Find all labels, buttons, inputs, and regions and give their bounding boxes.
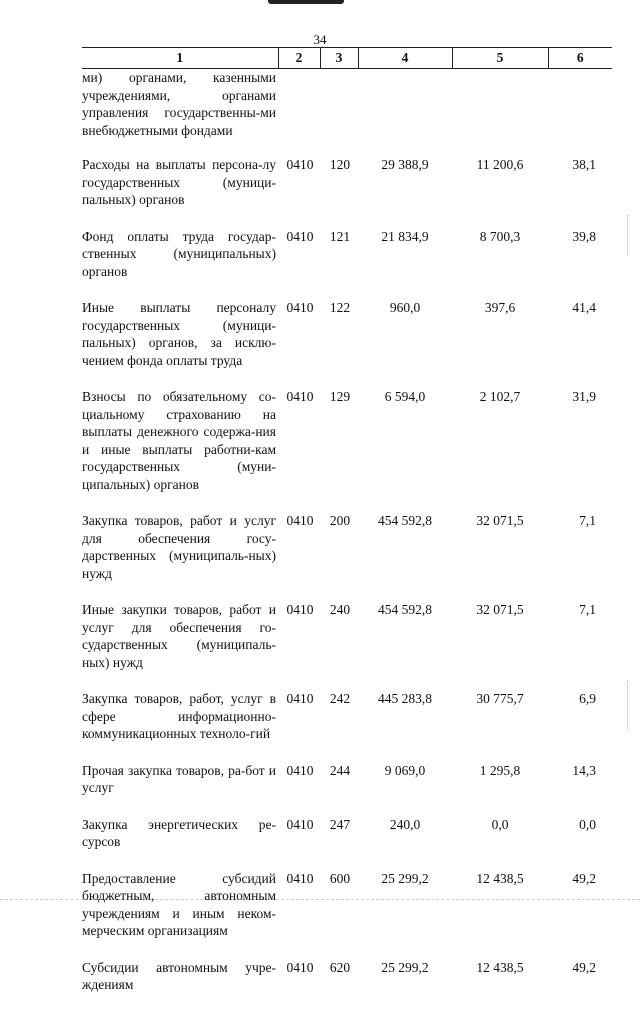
row-section-code: 0410 [286,602,314,617]
row-percent: 7,1 [579,602,596,617]
row-section-code: 0410 [286,157,314,172]
row-percent: 7,1 [579,513,596,528]
row-expense-kind-code: 244 [329,762,351,778]
row-name: Взносы по обязательному со-циальному страхованию на выплаты денежного содержа-ния и иные выплаты работни-кам государственных (муни-ципальных) органов [82,389,276,492]
table-row [82,601,612,690]
row-name: Прочая закупка товаров, ра-бот и услуг [82,762,276,795]
row-percent: 39,8 [572,228,596,244]
column-header: 1 [82,48,278,69]
row-plan-value: 454 592,8 [378,513,432,528]
row-fact-value: 32 071,5 [476,602,524,617]
row-percent: 38,1 [572,157,596,172]
row-expense-kind-code: 121 [329,228,351,244]
row-section-code: 0410 [286,959,314,975]
table-row [82,228,612,300]
row-percent: 49,2 [572,870,596,886]
row-fact-value: 1 295,8 [479,762,521,778]
row-fact-value: 0,0 [491,816,509,832]
table-row [82,299,612,388]
row-fact-value: 11 200,6 [476,157,524,172]
row-plan-value: 9 069,0 [384,762,426,778]
column-header: 3 [320,48,358,69]
row-name: ми) органами, казенными учреждениями, органами управления государственны-ми внебюджетными фондами [82,70,276,138]
row-expense-kind-code: 200 [329,513,351,528]
table-row [82,816,612,870]
row-expense-kind-code: 122 [329,300,351,315]
row-section-code: 0410 [286,389,314,404]
row-name: Иные выплаты персоналу государственных (муници-пальных) органов, за исклю-чением фонда оплаты труда [82,300,276,368]
row-fact-value: 30 775,7 [476,691,524,706]
table-row [82,156,612,228]
row-name: Иные закупки товаров, работ и услуг для обеспечения го-сударственных (муниципаль-ных) нужд [82,602,276,670]
row-section-code: 0410 [286,762,314,778]
row-percent: 6,9 [579,691,596,706]
row-plan-value: 25 299,2 [381,870,429,886]
column-header: 5 [452,48,548,69]
row-expense-kind-code: 600 [329,870,351,886]
table-row [82,959,612,1013]
row-section-code: 0410 [286,300,314,315]
row-section-code: 0410 [286,691,314,706]
row-plan-value: 21 834,9 [381,228,429,244]
row-percent: 41,4 [572,300,596,315]
row-expense-kind-code: 242 [329,691,351,706]
row-name: Фонд оплаты труда государ-ственных (муниципальных) органов [82,228,276,279]
row-section-code: 0410 [286,870,314,886]
row-fact-value: 2 102,7 [479,389,521,404]
table-row [82,870,612,959]
budget-table [82,47,612,1013]
row-expense-kind-code: 247 [329,816,351,832]
row-name: Закупка энергетических ре-сурсов [82,816,276,849]
row-plan-value: 454 592,8 [378,602,432,617]
row-plan-value: 25 299,2 [381,959,429,975]
row-name: Предоставление субсидий бюджетным, автономным учреждениям и иным неком-мерческим организациям [82,870,276,938]
scan-artifact [627,215,628,255]
row-section-code: 0410 [286,816,314,832]
table-header [82,48,612,69]
row-expense-kind-code: 240 [329,602,351,617]
scan-top-mark [268,0,344,4]
row-percent: 31,9 [572,389,596,404]
row-fact-value: 12 438,5 [476,870,524,886]
row-plan-value: 29 388,9 [381,157,429,172]
table-row-continuation [82,69,612,157]
row-percent: 0,0 [579,816,596,832]
column-header: 6 [548,48,612,69]
table-row [82,388,612,512]
page-number: 34 [313,32,327,47]
column-header: 2 [278,48,320,69]
row-name: Субсидии автономным учре-ждениям [82,959,276,992]
row-plan-value: 960,0 [389,300,421,315]
scan-artifact [627,680,628,730]
row-expense-kind-code: 129 [329,389,351,404]
row-percent: 14,3 [572,762,596,778]
row-name: Расходы на выплаты персона-лу государственных (муници-пальных) органов [82,157,276,207]
row-fact-value: 12 438,5 [476,959,524,975]
column-header: 4 [358,48,452,69]
table-row [82,690,612,762]
table-body [82,69,612,1013]
row-name: Закупка товаров, работ, услуг в сфере информационно-коммуникационных техноло-гий [82,691,276,741]
row-name: Закупка товаров, работ и услуг для обеспечения госу-дарственных (муниципаль-ных) нужд [82,513,276,581]
row-plan-value: 6 594,0 [384,389,426,404]
row-section-code: 0410 [286,228,314,244]
row-section-code: 0410 [286,513,314,528]
table-row [82,762,612,816]
row-fact-value: 397,6 [484,300,516,315]
row-fact-value: 8 700,3 [479,228,521,244]
row-expense-kind-code: 120 [329,157,351,172]
table-row [82,512,612,601]
row-plan-value: 445 283,8 [378,691,432,706]
row-fact-value: 32 071,5 [476,513,524,528]
row-plan-value: 240,0 [389,816,421,832]
row-expense-kind-code: 620 [329,959,351,975]
row-percent: 49,2 [572,959,596,975]
